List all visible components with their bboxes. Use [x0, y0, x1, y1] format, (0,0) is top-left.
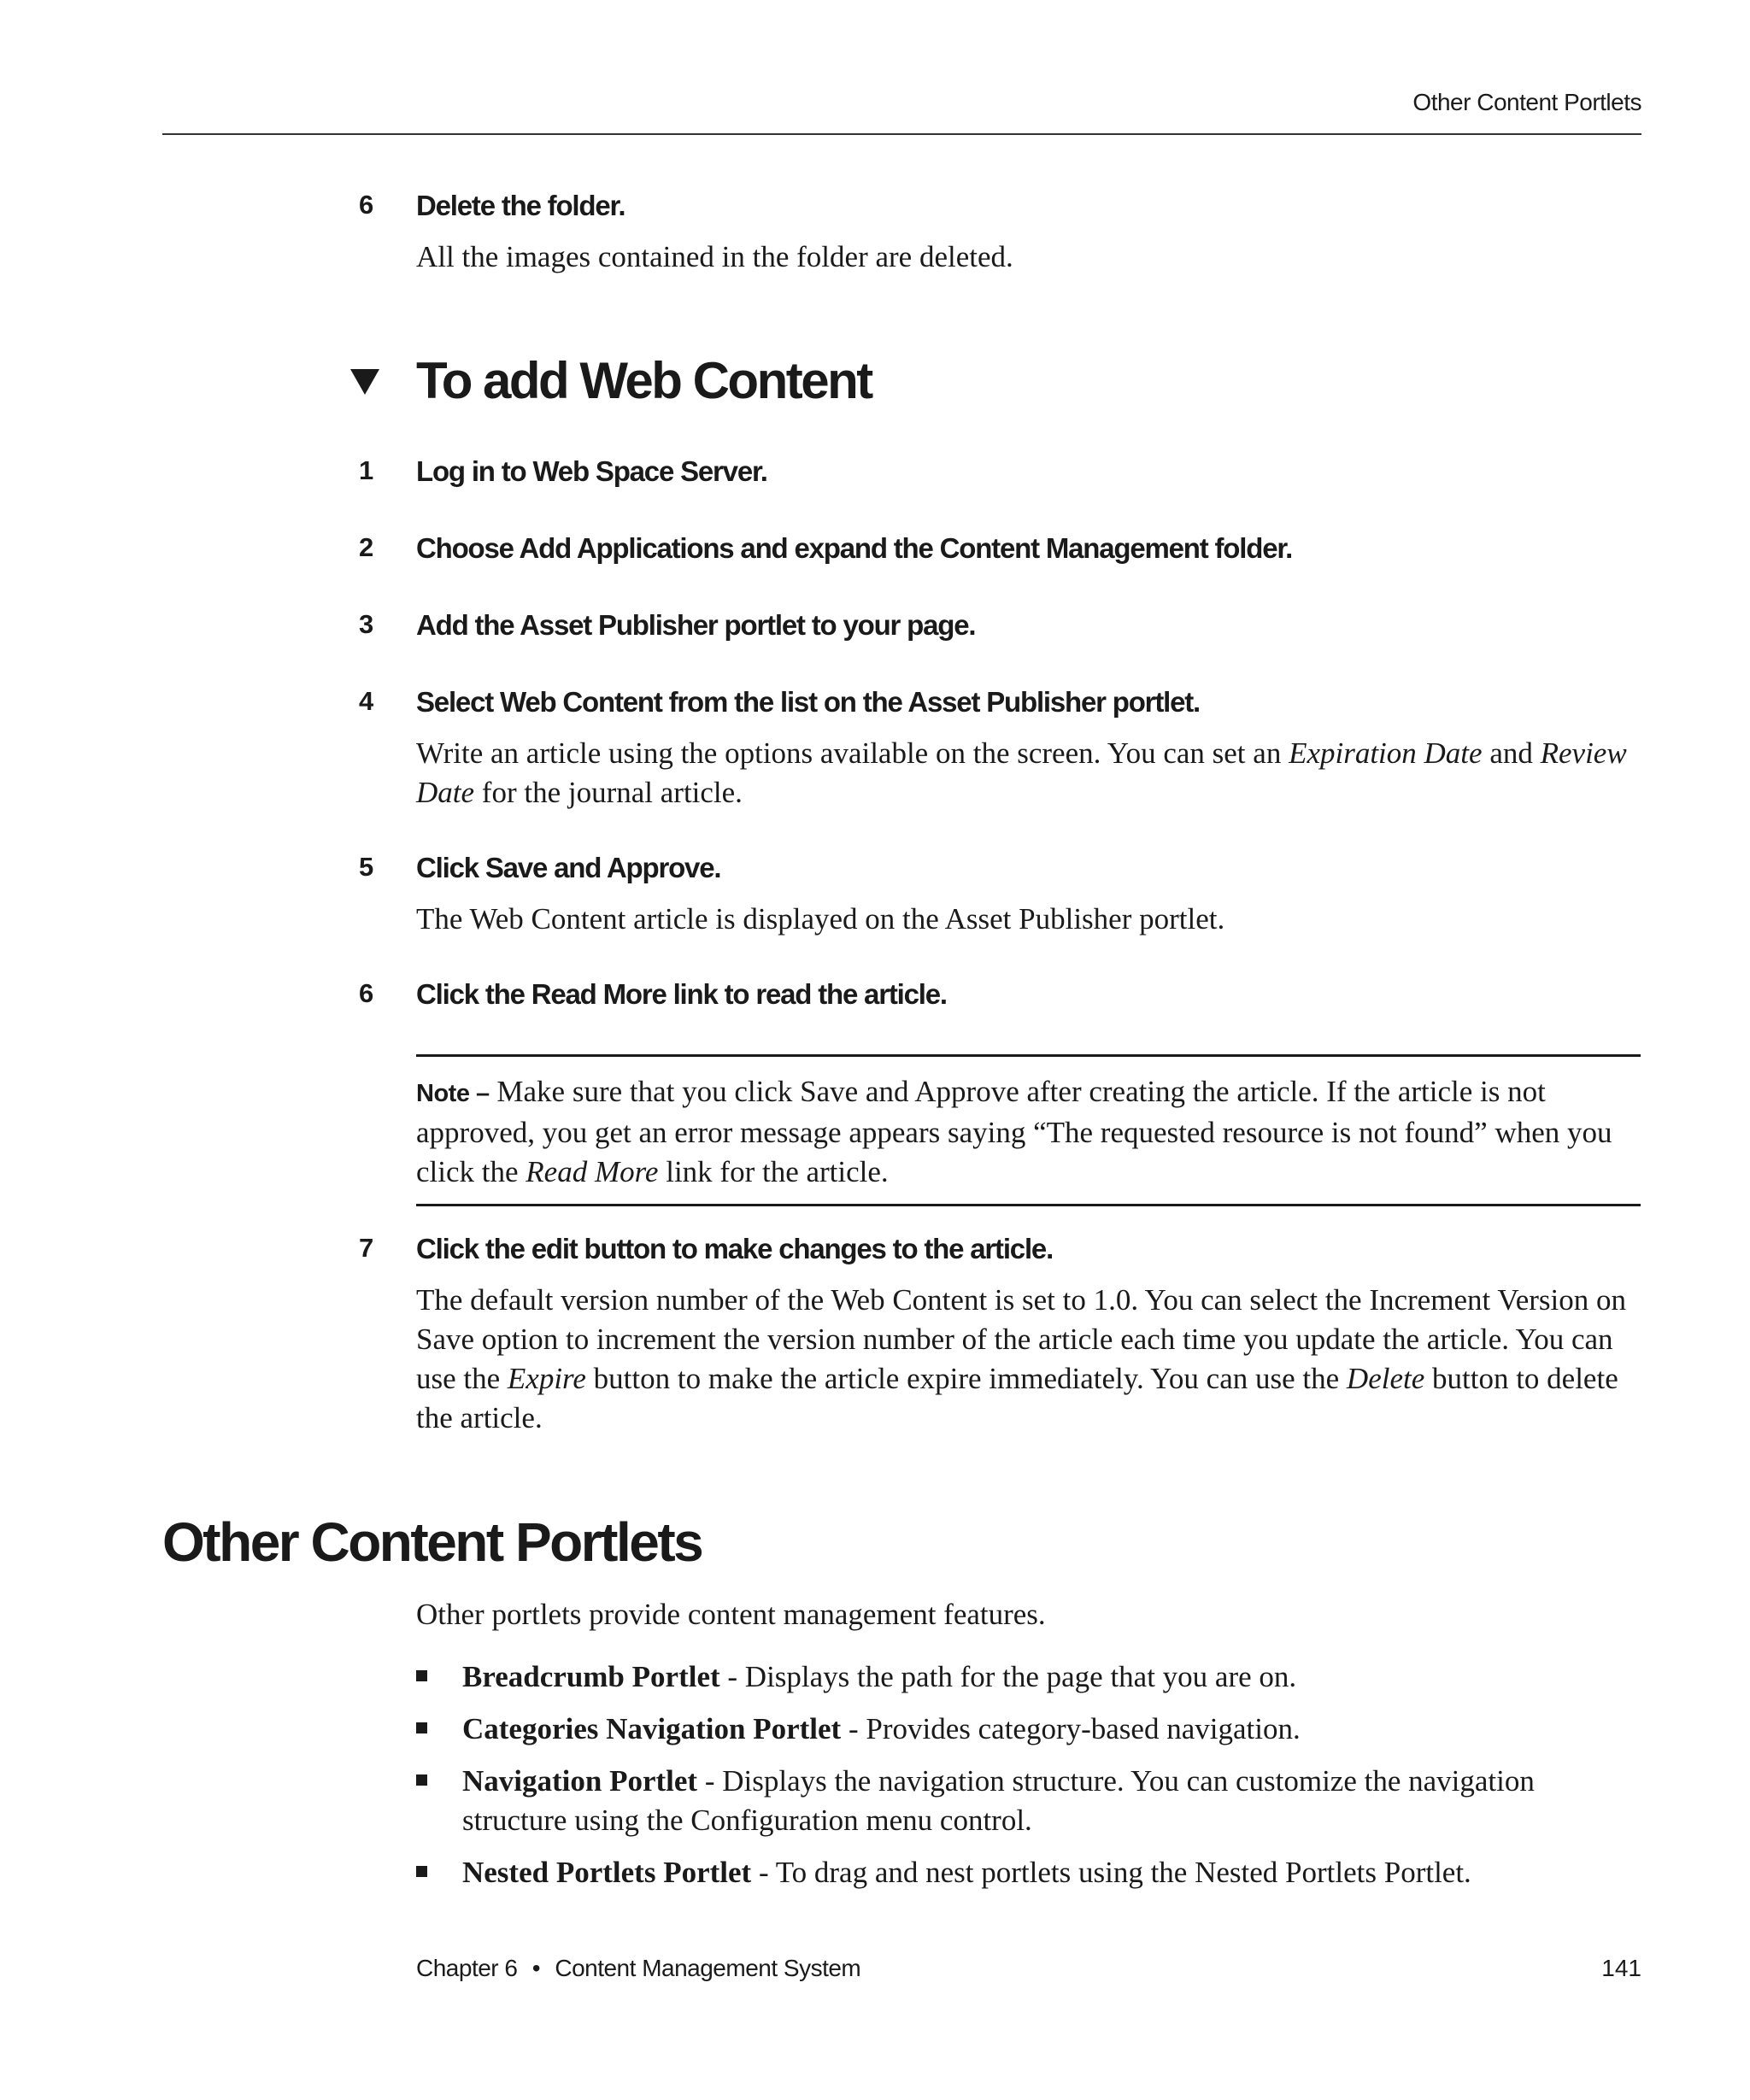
note-label: Note – [416, 1080, 490, 1107]
step-description: The Web Content article is displayed on the Asset Publisher portlet. [416, 902, 1225, 936]
step-title: Click Save and Approve. [416, 852, 721, 883]
footer-separator: • [531, 1955, 541, 1981]
step-description: All the images contained in the folder are deleted. [416, 240, 1013, 273]
list-item [416, 1853, 1641, 1892]
step-title: Delete the folder. [416, 190, 625, 221]
page-number: 141 [1601, 1955, 1641, 1981]
note-body: link for the article. [658, 1155, 889, 1188]
task-title: To add Web Content [416, 352, 872, 409]
desc-text: and [1482, 736, 1541, 770]
note-body: Make sure that you click Save and Approve after creating the article. If the article is not approved, you get an error message appears saying “The requested resource is not found” when you click the [416, 1075, 1612, 1188]
step-number: 6 [359, 190, 373, 220]
step-title: Add the Asset Publisher portlet to your page. [416, 609, 976, 641]
desc-text: The default version number of the Web Content is set to 1.0. You can select the Increment Version on Save option to increment the version number of the article each time you update the article. You can use the [416, 1283, 1626, 1395]
step-title: Log in to Web Space Server. [416, 455, 767, 487]
portlet-description: - Provides category-based navigation. [841, 1712, 1301, 1745]
desc-text: button to delete the article. [416, 1362, 1618, 1434]
footer-chapter [416, 1955, 860, 1982]
portlet-list [416, 1657, 1641, 1905]
desc-text: Write an article using the options available on the screen. You can set an [416, 736, 1289, 770]
desc-text: for the journal article. [474, 776, 743, 809]
step-number: 4 [359, 686, 373, 716]
header-rule [162, 133, 1641, 135]
portlet-name: Breadcrumb Portlet [462, 1660, 720, 1693]
desc-text: button to make the article expire immediately. You can use the [585, 1362, 1347, 1395]
note-box [416, 1054, 1641, 1206]
portlet-name: Nested Portlets Portlet [462, 1856, 752, 1889]
desc-emphasis: Review Date [416, 736, 1627, 809]
chapter-label: Chapter 6 [416, 1955, 518, 1981]
portlet-description: - To drag and nest portlets using the Nested Portlets Portlet. [751, 1856, 1471, 1889]
square-bullet-icon [416, 1670, 427, 1681]
note-text [416, 1072, 1641, 1192]
list-item [416, 1762, 1641, 1840]
list-item [416, 1710, 1641, 1749]
portlet-name: Categories Navigation Portlet [462, 1712, 842, 1745]
step-title: Choose Add Applications and expand the Content Management folder. [416, 532, 1293, 564]
square-bullet-icon [416, 1866, 427, 1877]
desc-emphasis: Delete [1346, 1362, 1425, 1395]
section-intro: Other portlets provide content management features. [416, 1598, 1046, 1631]
portlet-description: - Displays the path for the page that you are on. [719, 1660, 1297, 1693]
step-number: 6 [359, 978, 373, 1008]
step-description [416, 1281, 1641, 1438]
triangle-down-icon [350, 369, 379, 395]
step-title: Select Web Content from the list on the Asset Publisher portlet. [416, 686, 1200, 718]
square-bullet-icon [416, 1722, 427, 1733]
step-number: 3 [359, 609, 373, 639]
desc-emphasis: Expire [507, 1362, 586, 1395]
step-title: Click the edit button to make changes to the article. [416, 1233, 1054, 1264]
step-title: Click the Read More link to read the article. [416, 978, 947, 1010]
portlet-name: Navigation Portlet [462, 1764, 698, 1798]
list-item [416, 1657, 1641, 1697]
portlet-description: - Displays the navigation structure. You can customize the navigation structure using the Configuration menu control. [462, 1764, 1535, 1837]
step-description [416, 734, 1641, 812]
running-header: Other Content Portlets [1412, 89, 1641, 115]
step-number: 7 [359, 1233, 373, 1263]
chapter-title: Content Management System [555, 1955, 861, 1981]
note-emphasis: Read More [526, 1155, 659, 1188]
step-number: 1 [359, 455, 373, 485]
square-bullet-icon [416, 1774, 427, 1786]
step-number: 5 [359, 852, 373, 882]
section-title: Other Content Portlets [162, 1511, 702, 1573]
desc-emphasis: Expiration Date [1289, 736, 1483, 770]
step-number: 2 [359, 532, 373, 562]
